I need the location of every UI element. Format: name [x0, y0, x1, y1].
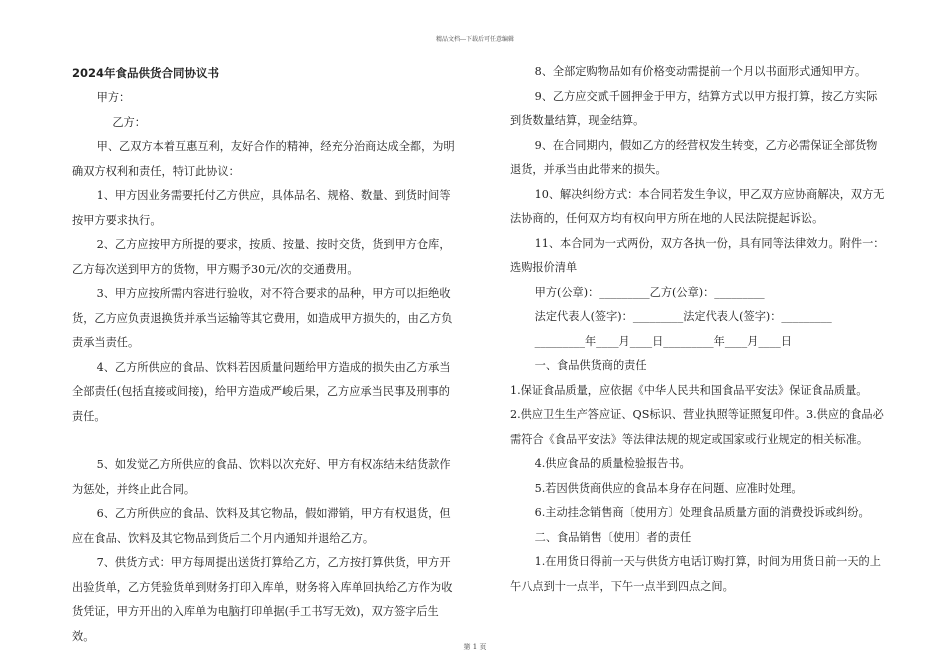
clause-9a: 9、乙方应交贰千圆押金于甲方，结算方式以甲方报打算，按乙方实际到货数量结算，现金结算。 [510, 89, 878, 127]
clause-7: 7、供货方式：甲方每周提出送货打算给乙方，乙方按打算供货，甲方开出验货单，乙方凭验货单到财务打印入库单，财务将入库单回执给乙方作为收货凭证，甲方开出的入库单为电脑打印单据(手工书写无效)，双方签字后生效。 [72, 556, 453, 643]
seller-duty-1: 1.在用货日得前一天与供货方电话订购打算，时间为用货日前一天的上午八点到十一点半，下午一点半到四点之间。 [510, 555, 881, 593]
document-title: 2024年食品供货合同协议书 [72, 66, 220, 80]
section-heading-seller: 二、食品销售〔使用〕者的责任 [534, 530, 692, 544]
page-number: 第 1 页 [463, 643, 487, 651]
clause-6: 6、乙方所供应的食品、饮料及其它物品，假如滞销，甲方有权退货，但应在食品、饮料及其它物品到货后二个月内通知并退给乙方。 [72, 507, 451, 545]
section-heading-supplier: 一、食品供货商的责任 [534, 359, 647, 372]
signature-line: 法定代表人(签字)：_________法定代表人(签字)：_________ [534, 310, 832, 323]
clause-2: 2、乙方应按甲方所提的要求，按质、按量、按时交货，货到甲方仓库，乙方每次送到甲方的货物，甲方赐予30元/次的交通费用。 [72, 238, 451, 276]
party-a-line: 甲方： [96, 91, 131, 104]
right-column [510, 60, 888, 599]
seal-line: 甲方(公章)：_________乙方(公章)：_________ [534, 285, 765, 299]
supplier-duty-2-3: 2.供应卫生生产答应证、QS标识、营业执照等证照复印件。3.供应的食品必需符合《食品平安法》等法律法规的规定或国家或行业规定的相关标准。 [510, 408, 884, 446]
page-header: 精品文档---下载后可任意编辑 [435, 36, 515, 43]
clause-4: 4、乙方所供应的食品、饮料若因质量问题给甲方造成的损失由乙方承当全部责任(包括直接或间接)，给甲方造成严峻后果，乙方应承当民事及刑事的责任。 [72, 360, 451, 423]
clause-3: 3、甲方应按所需内容进行验收，对不符合要求的品种，甲方可以拒绝收货，乙方应负责退换货并承当运输等其它费用，如造成甲方损失的，由乙方负责承当责任。 [72, 287, 453, 349]
supplier-duty-5: 5.若因供货商供应的食品本身存在问题、应准时处理。 [534, 481, 803, 495]
clause-10: 10、解决纠纷方式：本合同若发生争议，甲乙双方应协商解决，双方无法协商的，任何双方均有权向甲方所在地的人民法院提起诉讼。 [510, 187, 885, 225]
supplier-duty-4: 4.供应食品的质量检验报告书。 [534, 457, 691, 470]
clause-9b: 9、在合同期内，假如乙方的经营权发生转变，乙方必需保证全部货物退货，并承当由此带来的损失。 [510, 138, 878, 176]
supplier-duty-6: 6.主动挂念销售商〔使用方〕处理食品质量方面的消费投诉或纠纷。 [534, 506, 870, 519]
paragraph: 甲、乙双方本着互惠互利，友好合作的精神，经充分治商达成全都，为明确双方权利和责任，特订此协议： [72, 140, 455, 178]
clause-5: 5、如发觉乙方所供应的食品、饮料以次充好、甲方有权冻结未结货款作为惩处，并终止此合同。 [72, 458, 451, 496]
party-b-line: 乙方： [112, 115, 146, 129]
left-column [72, 60, 460, 649]
date-line: _________年____月____日_________年____月____日 [534, 334, 792, 348]
clause-8: 8、全部定购物品如有价格变动需提前一个月以书面形式通知甲方。 [534, 65, 867, 78]
supplier-duty-1: 1.保证食品质量，应依据《中华人民共和国食品平安法》保证食品质量。 [510, 383, 868, 397]
clause-1: 1、甲方因业务需要托付乙方供应，具体品名、规格、数量、到货时间等按甲方要求执行。 [72, 189, 451, 227]
clause-11: 11、本合同为一式两份，双方各执一份，具有同等法律效力。附件一：选购报价清单 [510, 236, 885, 274]
